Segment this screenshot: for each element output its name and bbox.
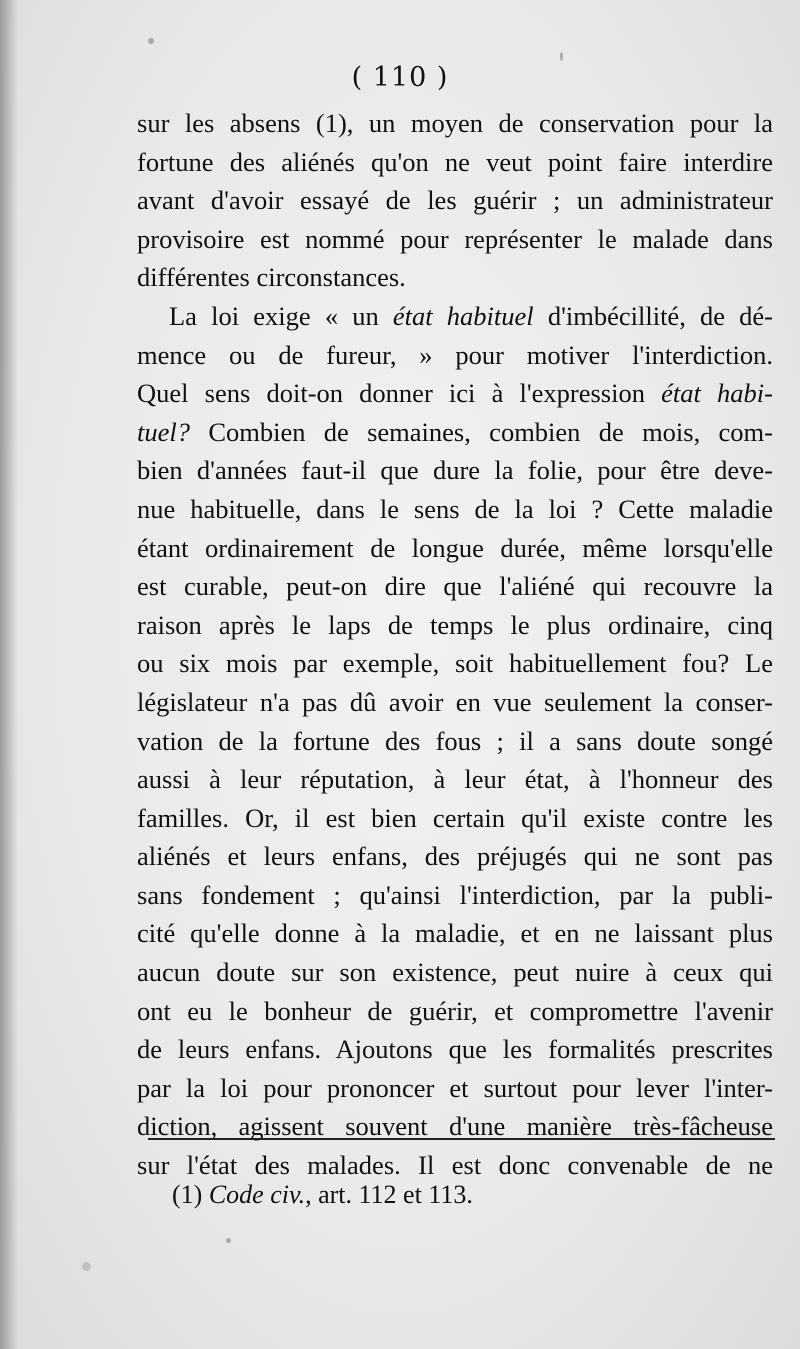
text-line: nue habituelle, dans le sens de la loi ? Cette maladie (137, 493, 773, 524)
ink-speck (148, 38, 154, 44)
ink-speck (82, 1262, 91, 1271)
footnote-marker: (1) (172, 1180, 203, 1209)
text-run: La loi exige « un (169, 300, 393, 331)
text-line: par la loi pour prononcer et surtout pour lever l'inter- (137, 1072, 773, 1103)
text-line: cité qu'elle donne à la maladie, et en ne laissant plus (137, 918, 773, 949)
page-gutter-shadow (0, 0, 18, 1349)
text-line: diction, agissent souvent d'une manière très-fâcheuse (137, 1111, 773, 1142)
text-line: de leurs enfans. Ajoutons que les formalités prescrites (137, 1034, 773, 1065)
text-line: provisoire est nommé pour représenter le malade dans (137, 223, 773, 254)
body-text (137, 104, 773, 1185)
text-line: sur l'état des malades. Il est donc convenable de ne (137, 1150, 773, 1181)
text-line: familles. Or, il est bien certain qu'il existe contre les (137, 802, 773, 833)
footnote-work: Code civ. (208, 1180, 306, 1209)
text-run: Combien de semaines, combien de mois, com- (190, 416, 773, 447)
text-line: sur les absens (1), un moyen de conservation pour la (137, 108, 773, 138)
text-line: ont eu le bonheur de guérir, et compromettre l'avenir (137, 995, 773, 1026)
footnote-reference: , art. 112 et 113. (305, 1180, 473, 1209)
text-line: fortune des aliénés qu'on ne veut point faire interdire (137, 146, 773, 177)
italic-run: tuel? (137, 416, 190, 447)
page-number: ( 110 ) (351, 62, 449, 93)
text-line: bien d'années faut-il que dure la folie, pour être deve- (137, 455, 773, 486)
text-line: est curable, peut-on dire que l'aliéné qui recouvre la (137, 571, 773, 602)
ink-speck (226, 1238, 231, 1243)
text-line: avant d'avoir essayé de les guérir ; un administrateur (137, 185, 773, 216)
text-line: aucun doute sur son existence, peut nuire à ceux qui (137, 957, 773, 988)
text-line: ou six mois par exemple, soit habituellement fou? Le (137, 648, 773, 679)
text-run: d'imbécillité, de dé- (533, 300, 773, 331)
text-line (137, 297, 773, 336)
text-line: législateur n'a pas dû avoir en vue seulement la conser- (137, 686, 773, 717)
text-line: mence ou de fureur, » pour motiver l'interdiction. (137, 339, 773, 370)
text-line: raison après le laps de temps le plus ordinaire, cinq (137, 609, 773, 640)
footnote (172, 1180, 473, 1210)
italic-run: état habi- (661, 378, 773, 409)
text-line: différentes circonstances. (137, 262, 406, 293)
footnote-rule (148, 1138, 775, 1140)
text-line: aussi à leur réputation, à leur état, à l'honneur des (137, 764, 773, 795)
italic-run: état habituel (392, 300, 534, 331)
ink-speck (560, 52, 563, 61)
text-line: aliénés et leurs enfans, des préjugés qui ne sont pas (137, 841, 773, 872)
text-line: sans fondement ; qu'ainsi l'interdiction, par la publi- (137, 879, 773, 910)
text-run: Quel sens doit-on donner ici à l'expression (137, 378, 662, 409)
text-line (137, 413, 773, 452)
text-line (137, 374, 773, 413)
text-line: étant ordinairement de longue durée, même lorsqu'elle (137, 532, 773, 563)
text-line: vation de la fortune des fous ; il a sans doute songé (137, 725, 773, 756)
